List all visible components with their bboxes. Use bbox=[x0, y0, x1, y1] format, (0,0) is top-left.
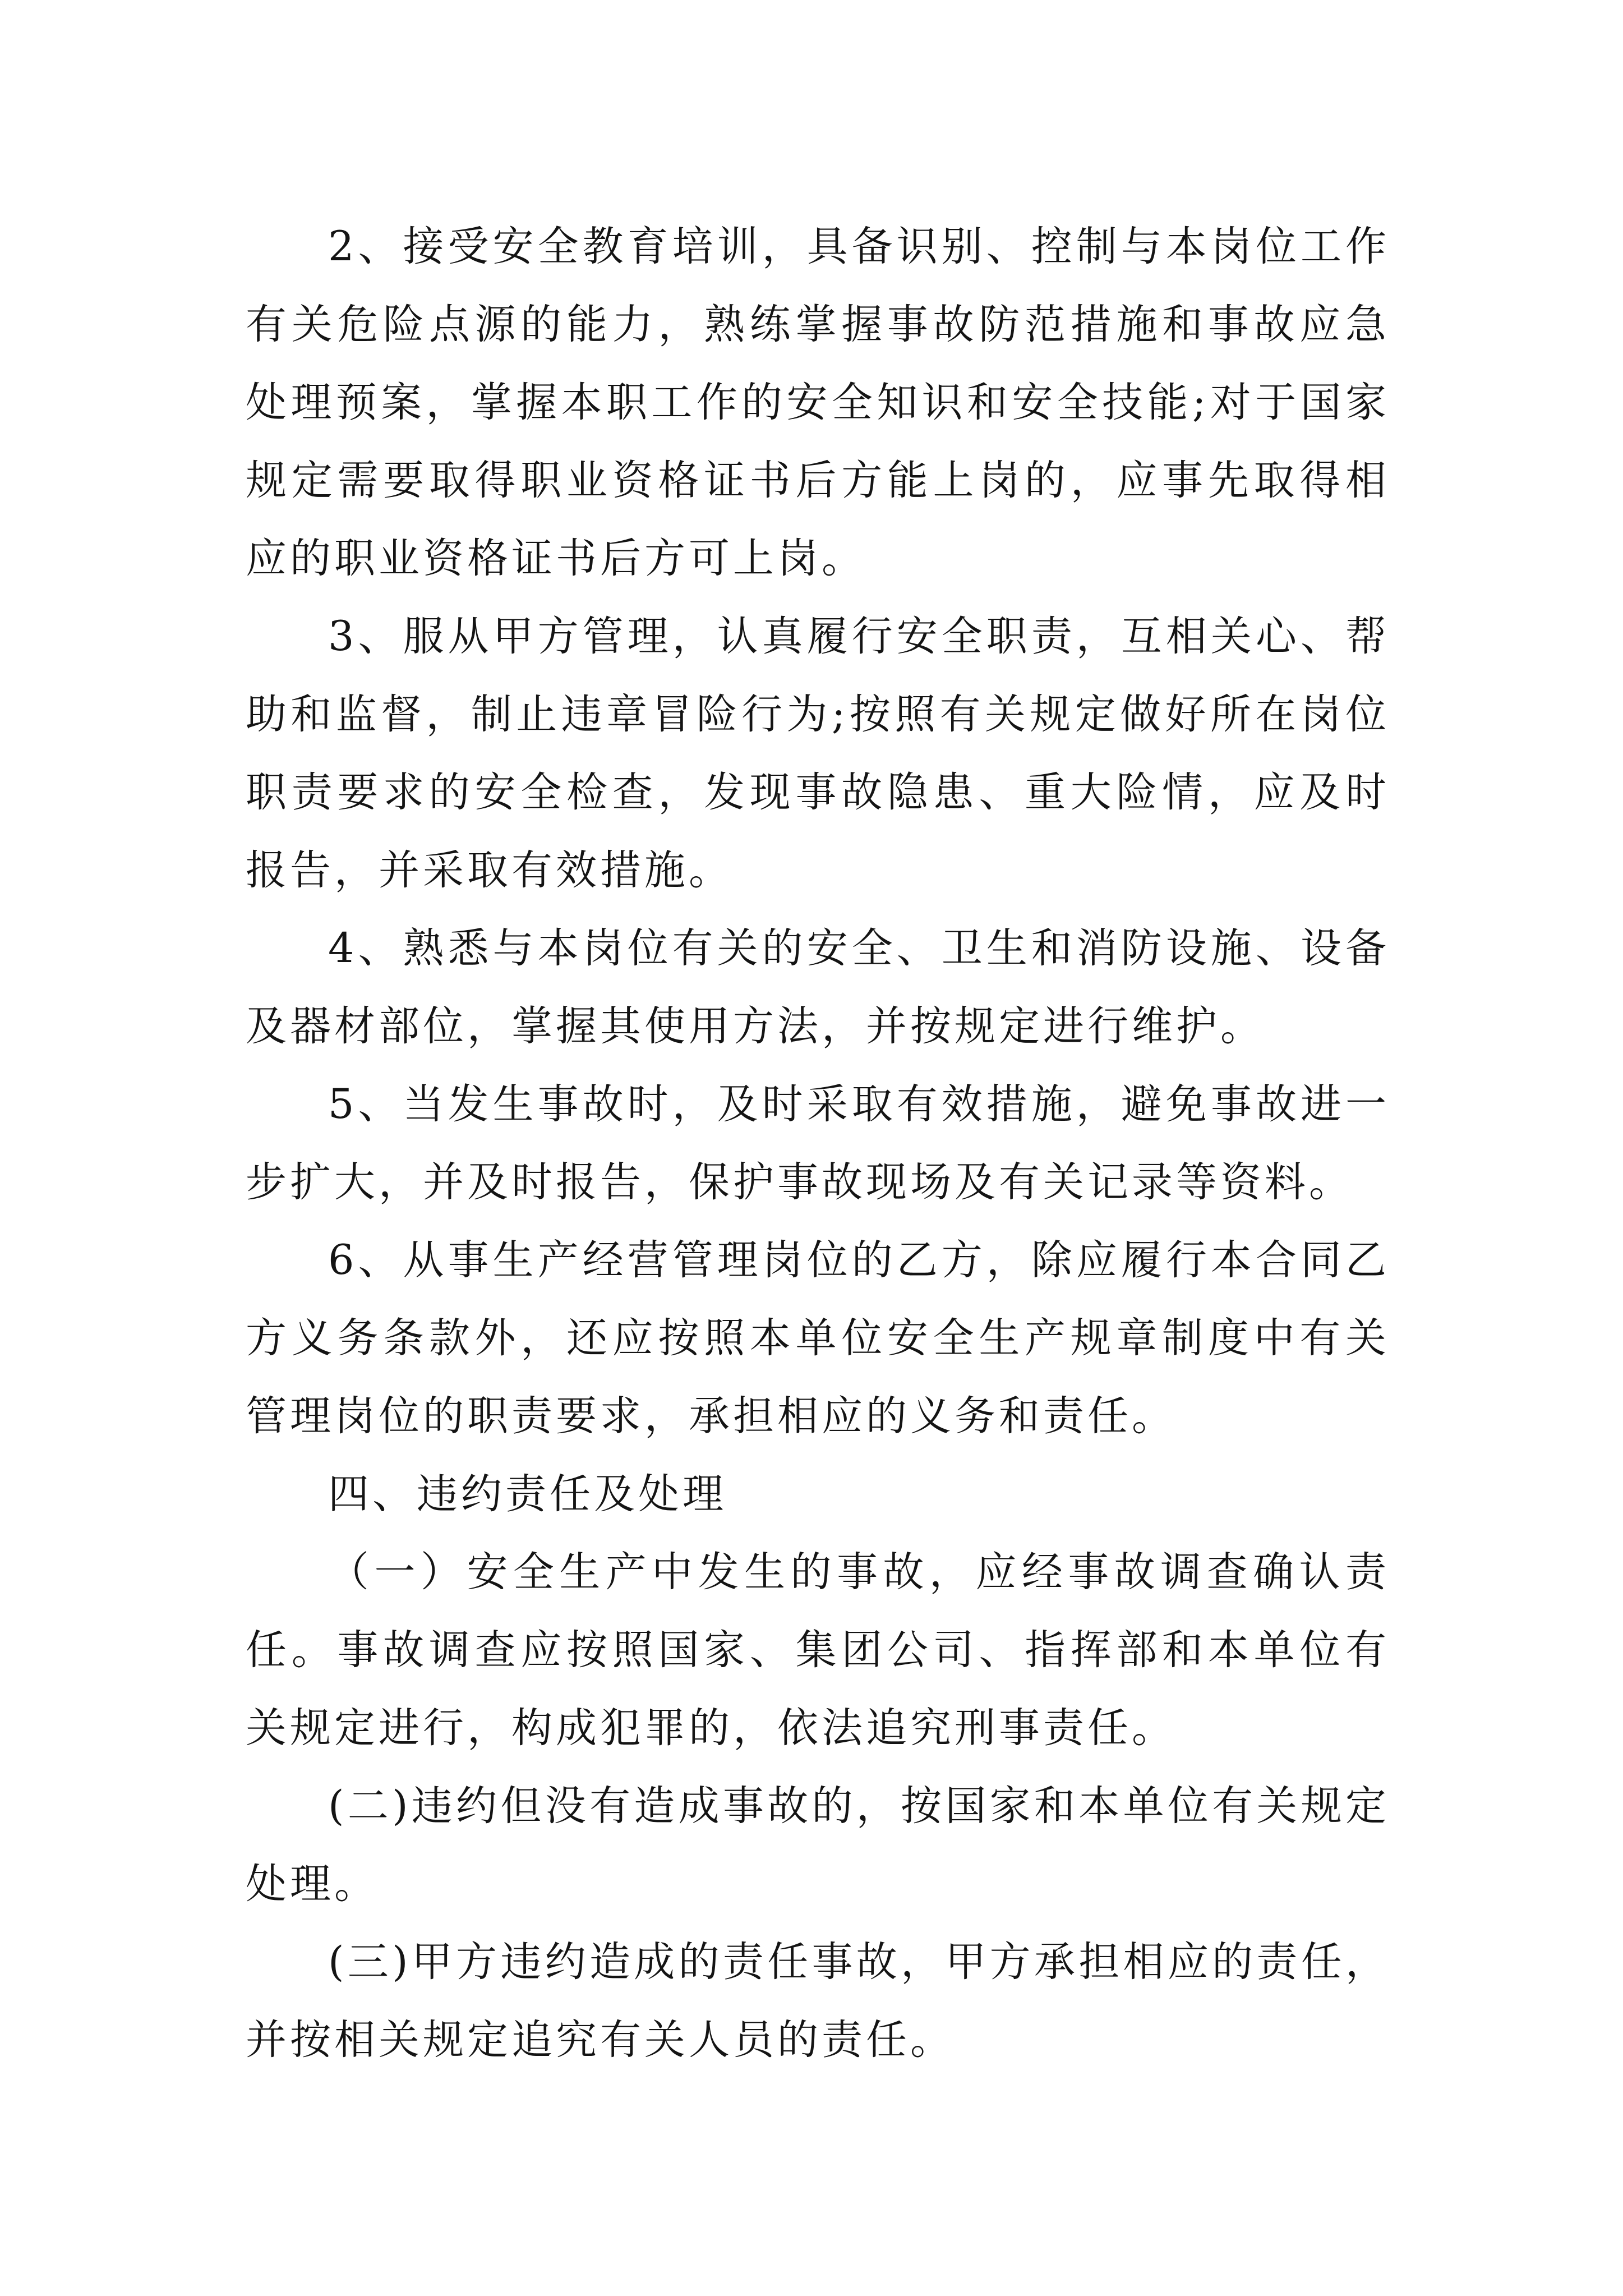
paragraph-clause-2: (二)违约但没有造成事故的，按国家和本单位有关规定处理。 bbox=[246, 1782, 1390, 1908]
paragraph-item-4: 4、熟悉与本岗位有关的安全、卫生和消防设施、设备及器材部位，掌握其使用方法，并按规定进行维护。 bbox=[246, 924, 1390, 1050]
paragraph-item-3: 3、服从甲方管理，认真履行安全职责，互相关心、帮助和监督，制止违章冒险行为;按照有关规定做好所在岗位职责要求的安全检查，发现事故隐患、重大险情，应及时报告，并采取有效措施。 bbox=[246, 613, 1390, 894]
paragraph-item-5: 5、当发生事故时，及时采取有效措施，避免事故进一步扩大，并及时报告，保护事故现场及有关记录等资料。 bbox=[246, 1080, 1390, 1206]
paragraph-item-2: 2、接受安全教育培训，具备识别、控制与本岗位工作有关危险点源的能力，熟练掌握事故防范措施和事故应急处理预案，掌握本职工作的安全知识和安全技能;对于国家规定需要取得职业资格证书后方能上岗的，应事先取得相应的职业资格证书后方可上岗。 bbox=[246, 223, 1390, 582]
section-heading-breach-liability: 四、违约责任及处理 bbox=[328, 1470, 727, 1518]
paragraph-clause-3: (三)甲方违约造成的责任事故，甲方承担相应的责任，并按相关规定追究有关人员的责任。 bbox=[246, 1938, 1390, 2064]
paragraph-item-6: 6、从事生产经营管理岗位的乙方，除应履行本合同乙方义务条款外，还应按照本单位安全生产规章制度中有关管理岗位的职责要求，承担相应的义务和责任。 bbox=[246, 1236, 1390, 1440]
paragraph-clause-1: （一）安全生产中发生的事故，应经事故调查确认责任。事故调查应按照国家、集团公司、指挥部和本单位有关规定进行，构成犯罪的，依法追究刑事责任。 bbox=[246, 1548, 1390, 1752]
document-body bbox=[246, 208, 1390, 2079]
